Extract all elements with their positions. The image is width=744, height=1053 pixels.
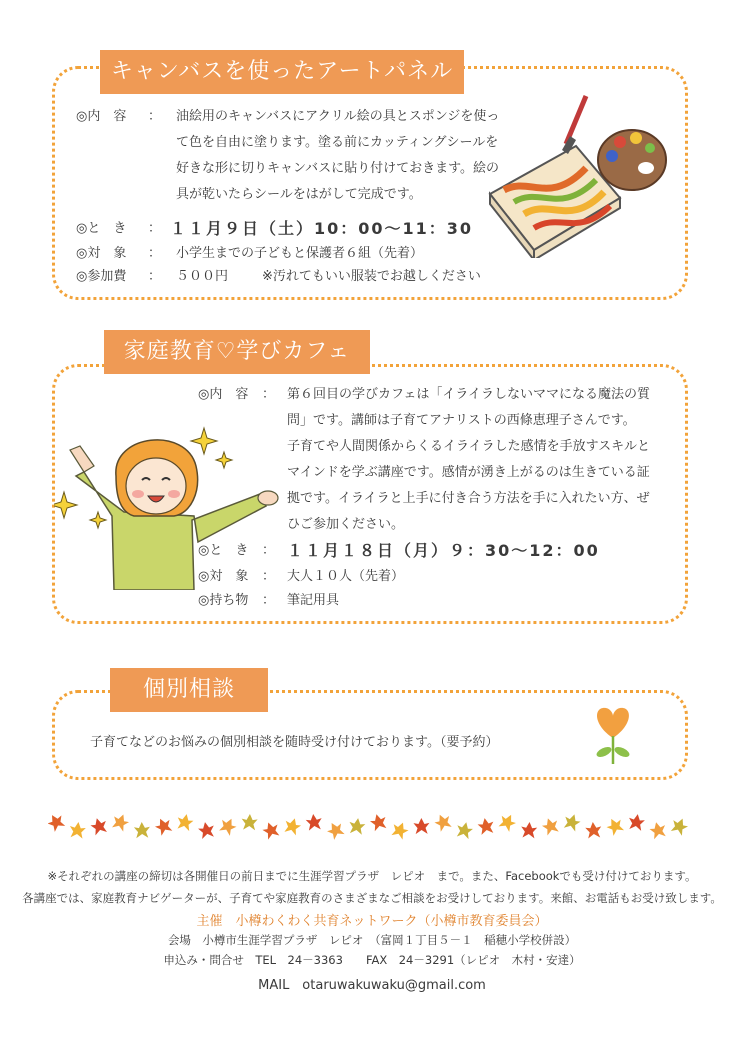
leaf-icon — [627, 813, 645, 831]
content-line: て色を自由に塗ります。塗る前にカッティングシールを — [176, 135, 499, 150]
leaf-icon — [134, 822, 151, 839]
colon: ： — [148, 109, 162, 124]
sparkle-icon — [191, 428, 217, 454]
content-line: 具が乾いたらシールをはがして完成です。 — [176, 187, 422, 202]
leaf-icon — [390, 820, 411, 841]
cheerful-woman-illustration — [54, 420, 284, 590]
content-line: 問」です。講師は子育てアナリストの西條恵理子さんです。 — [287, 413, 636, 428]
leaf-icon — [497, 811, 519, 833]
leaf-icon — [153, 815, 174, 836]
leaf-icon — [669, 816, 690, 837]
autumn-leaves-divider — [48, 808, 698, 848]
sparkle-icon — [54, 492, 77, 518]
leaf-icon — [604, 815, 626, 837]
fee-value: ５００円 — [176, 269, 229, 284]
leaf-icon — [369, 812, 389, 832]
leaf-icon — [110, 812, 131, 833]
target-label: ◎対 象 — [198, 569, 249, 584]
colon: ： — [148, 221, 162, 236]
target-value: 大人１０人（先着） — [287, 569, 405, 584]
leaf-icon — [48, 811, 67, 833]
footer-note-deadline: ※それぞれの講座の締切は各開催日の前日までに生涯学習プラザ レピオ まで。また、Facebookでも受け付けております。 — [47, 869, 697, 883]
paint-canvas-palette-illustration — [478, 88, 678, 258]
leaf-icon — [305, 813, 323, 831]
bring-label: ◎持ち物 — [198, 593, 249, 608]
fee-note: ※汚れてもいい服装でお越しください — [262, 269, 481, 284]
content-label: ◎内 容 — [198, 387, 249, 402]
leaf-icon — [325, 819, 347, 841]
leaf-icon — [69, 821, 87, 839]
leaf-icon — [455, 820, 474, 839]
content-label: ◎内 容 — [76, 109, 127, 124]
heart-flower-illustration — [588, 702, 638, 768]
content-line: 油絵用のキャンバスにアクリル絵の具とスポンジを使っ — [176, 109, 500, 124]
target-value: 小学生までの子どもと保護者６組（先着） — [176, 246, 424, 261]
leaf-icon — [477, 817, 496, 836]
sparkle-icon — [90, 512, 106, 528]
footer-note-navigator: 各講座では、家庭教育ナビゲーターが、子育てや家庭教育のさまざまなご相談をお受けしております。来館、お電話もお受け致します。 — [22, 891, 722, 905]
sparkle-icon — [216, 452, 232, 468]
colon: ： — [262, 543, 276, 558]
leaf-icon — [348, 817, 366, 835]
footer-contact: 申込み・問合せ TEL 24－3363 FAX 24－3291（レピオ 木村・安達） — [163, 953, 581, 967]
time-value: １１月１８日（月）９：30～12：00 — [287, 541, 600, 560]
leaf-icon — [283, 816, 303, 836]
colon: ： — [148, 269, 162, 284]
colon: ： — [148, 246, 162, 261]
leaf-icon — [648, 820, 667, 839]
content-line: 好きな形に切りキャンバスに貼り付けておきます。絵の — [176, 161, 500, 176]
learning-cafe-title: 家庭教育♡学びカフェ — [104, 330, 370, 374]
target-label: ◎対 象 — [76, 246, 127, 261]
leaf-icon — [176, 813, 195, 832]
leaf-icon — [217, 815, 238, 836]
time-label: ◎と き — [76, 221, 127, 236]
leaf-icon — [520, 821, 537, 838]
footer-mail[interactable]: MAIL otaruwakuwaku@gmail.com — [258, 978, 486, 993]
fee-label: ◎参加費 — [76, 269, 127, 284]
footer-organizer: 主催 小樽わくわく共育ネットワーク（小樽市教育委員会） — [196, 914, 548, 929]
leaf-icon — [261, 820, 282, 841]
content-line: マインドを学ぶ講座です。感情が湧き上がるのは生きている証 — [287, 465, 650, 480]
footer-venue: 会場 小樽市生涯学習プラザ レピオ （富岡１丁目５－１ 稲穂小学校併設） — [167, 933, 577, 947]
time-value: １１月９日（土）10：00～11：30 — [170, 219, 474, 238]
content-line: ひご参加ください。 — [287, 517, 405, 532]
content-line: 拠です。イライラと上手に付き合う方法を手に入れたい方、ぜ — [287, 491, 650, 506]
leaf-icon — [241, 814, 258, 831]
time-label: ◎と き — [198, 543, 249, 558]
leaf-icon — [197, 821, 216, 840]
leaf-icon — [540, 816, 560, 836]
consultation-text: 子育てなどのお悩みの個別相談を随時受け付けております。（要予約） — [90, 735, 499, 750]
art-panel-title: キャンバスを使ったアートパネル — [100, 50, 464, 94]
leaf-icon — [89, 816, 109, 836]
leaf-icon — [562, 812, 582, 832]
leaf-icon — [413, 818, 429, 834]
consultation-title: 個別相談 — [110, 668, 268, 712]
leaf-icon — [585, 821, 602, 838]
content-line: 第６回目の学びカフェは「イライラしないママになる魔法の質 — [287, 387, 650, 402]
bring-value: 筆記用具 — [287, 593, 340, 608]
colon: ： — [262, 387, 276, 402]
content-line: 子育てや人間関係からくるイライラした感情を手放すスキルと — [287, 439, 650, 454]
colon: ： — [262, 593, 276, 608]
colon: ： — [262, 569, 276, 584]
leaf-icon — [432, 811, 453, 832]
